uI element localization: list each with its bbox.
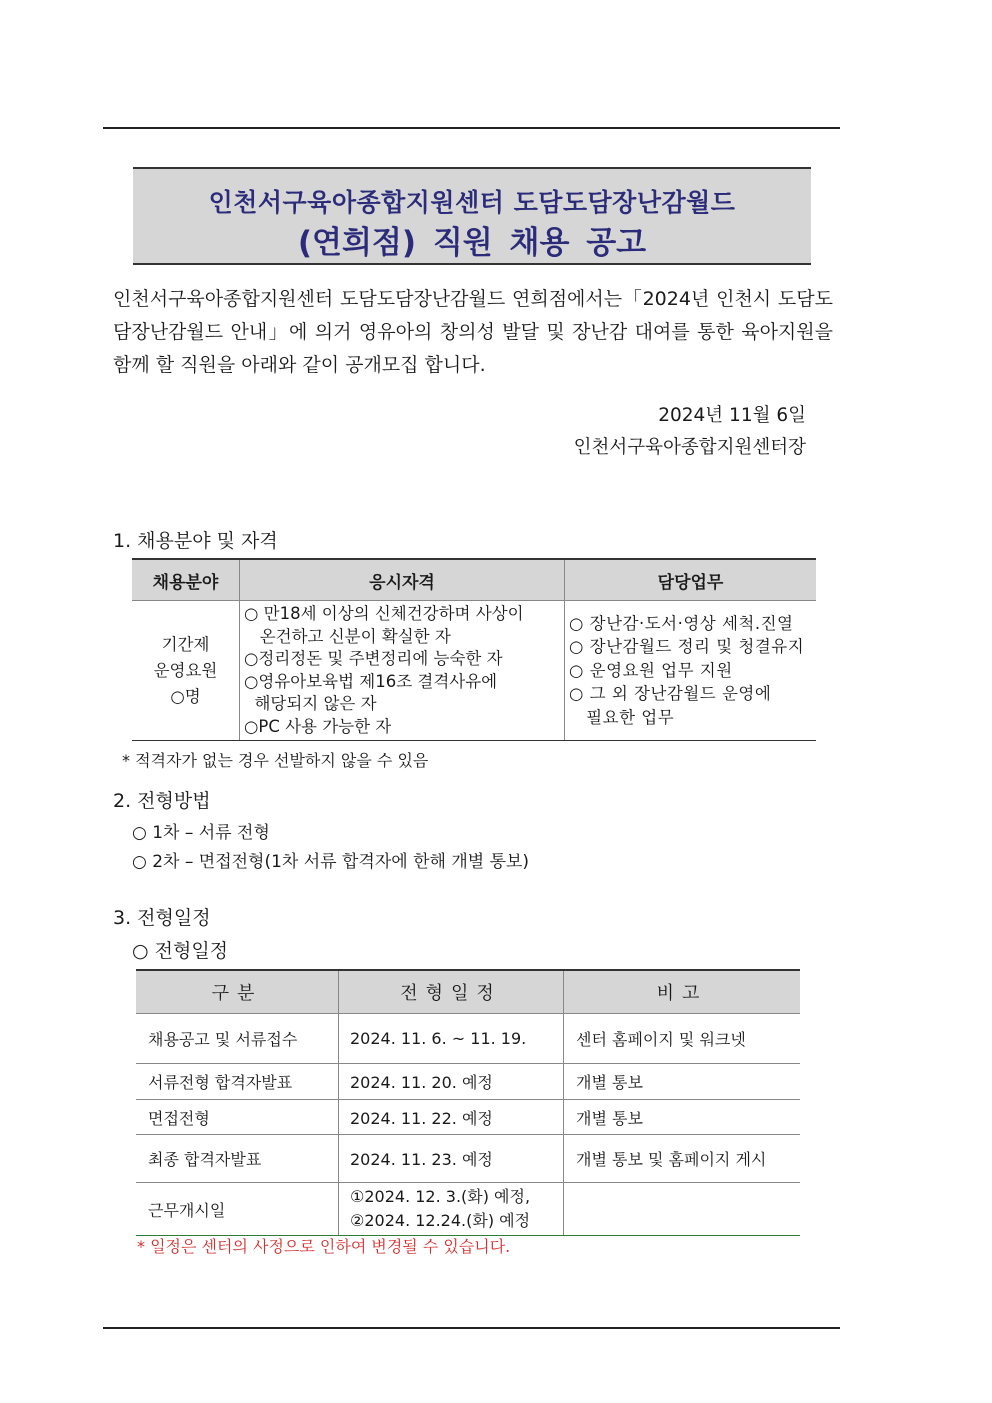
qualification-cell bbox=[240, 601, 565, 741]
field-cell bbox=[132, 601, 240, 741]
schedule-note-footnote: * 일정은 센터의 사정으로 인하여 변경될 수 있습니다. bbox=[137, 1237, 511, 1256]
title-line-2: (연희점) 직원 채용 공고 bbox=[297, 225, 647, 261]
signatory: 인천서구육아종합지원센터장 bbox=[573, 437, 806, 458]
title-box bbox=[133, 167, 811, 265]
schedule-note: 개별 통보 bbox=[564, 1100, 801, 1135]
schedule-name: 면접전형 bbox=[136, 1100, 339, 1135]
table-header-row bbox=[132, 559, 816, 601]
duty-line: ○ 장난감월드 정리 및 청결유지 bbox=[569, 637, 805, 657]
header-remarks: 비고 bbox=[564, 970, 801, 1014]
field-line: 운영요원 bbox=[153, 660, 218, 680]
header-qualification: 응시자격 bbox=[240, 559, 565, 601]
qualification-line: 온건하고 신분이 확실한 자 bbox=[244, 626, 451, 646]
qualification-line: ○영유아보육법 제16조 결격사유에 bbox=[244, 671, 498, 691]
section-1-note: * 적격자가 없는 경우 선발하지 않을 수 있음 bbox=[122, 751, 429, 770]
schedule-date: 2024. 11. 22. 예정 bbox=[339, 1100, 564, 1135]
qualification-line: 해당되지 않은 자 bbox=[244, 694, 377, 713]
section-2-heading: 2. 전형방법 bbox=[113, 790, 211, 812]
schedule-name: 근무개시일 bbox=[136, 1183, 339, 1236]
title-line-1: 인천서구육아종합지원센터 도담도담장난감월드 bbox=[208, 188, 736, 217]
schedule-note: 센터 홈페이지 및 워크넷 bbox=[564, 1014, 801, 1064]
header-duties: 담당업무 bbox=[565, 559, 817, 601]
duties-cell bbox=[565, 601, 817, 741]
duty-line: ○ 그 외 장난감월드 운영에 bbox=[569, 684, 772, 704]
schedule-note: 개별 통보 bbox=[564, 1064, 801, 1100]
header-schedule: 전형일정 bbox=[339, 970, 564, 1014]
schedule-date-line: ①2024. 12. 3.(화) 예정, bbox=[350, 1187, 531, 1206]
top-rule bbox=[103, 127, 840, 129]
field-line: 기간제 bbox=[161, 634, 210, 654]
duty-line: ○ 장난감·도서·영상 세척.진열 bbox=[569, 613, 794, 633]
table-row bbox=[136, 1100, 800, 1135]
qualification-line: ○ 만18세 이상의 신체건강하며 사상이 bbox=[244, 604, 524, 623]
schedule-date bbox=[339, 1183, 564, 1236]
schedule-date: 2024. 11. 23. 예정 bbox=[339, 1135, 564, 1183]
recruitment-table bbox=[132, 558, 816, 741]
section-3-heading: 3. 전형일정 bbox=[113, 907, 211, 929]
header-field: 채용분야 bbox=[132, 559, 240, 601]
schedule-note bbox=[564, 1183, 801, 1236]
schedule-date: 2024. 11. 6. ~ 11. 19. bbox=[339, 1014, 564, 1064]
schedule-date-line: ②2024. 12.24.(화) 예정 bbox=[350, 1211, 531, 1230]
table-row bbox=[136, 1183, 800, 1236]
qualification-line: ○PC 사용 가능한 자 bbox=[244, 716, 392, 736]
header-category: 구분 bbox=[136, 970, 339, 1014]
table-header-row bbox=[136, 970, 800, 1014]
schedule-date: 2024. 11. 20. 예정 bbox=[339, 1064, 564, 1100]
duty-line: ○ 운영요원 업무 지원 bbox=[569, 660, 733, 680]
method-item: ○ 2차 – 면접전형(1차 서류 합격자에 한해 개별 통보) bbox=[132, 852, 530, 872]
duty-line: 필요한 업무 bbox=[569, 707, 675, 727]
schedule-note: 개별 통보 및 홈페이지 게시 bbox=[564, 1135, 801, 1183]
schedule-name: 채용공고 및 서류접수 bbox=[136, 1014, 339, 1064]
intro-paragraph: 인천서구육아종합지원센터 도담도담장난감월드 연희점에서는「2024년 인천시 도담도담장난감월드 안내」에 의거 영유아의 창의성 발달 및 장난감 대여를 통한 육아지원을 함께 할 직원을 아래와 같이 공개모집 합니다. bbox=[113, 288, 833, 376]
table-row bbox=[132, 601, 816, 741]
schedule-name: 최종 합격자발표 bbox=[136, 1135, 339, 1183]
schedule-table bbox=[136, 969, 800, 1236]
table-row bbox=[136, 1014, 800, 1064]
qualification-line: ○정리정돈 및 주변정리에 능숙한 자 bbox=[244, 649, 503, 668]
table-row bbox=[136, 1064, 800, 1100]
announcement-date: 2024년 11월 6일 bbox=[658, 405, 806, 426]
schedule-name: 서류전형 합격자발표 bbox=[136, 1064, 339, 1100]
section-1-heading: 1. 채용분야 및 자격 bbox=[113, 530, 278, 552]
method-item: ○ 1차 – 서류 전형 bbox=[132, 823, 270, 843]
bottom-rule bbox=[103, 1327, 840, 1329]
table-row bbox=[136, 1135, 800, 1183]
section-3-subheading: ○ 전형일정 bbox=[132, 940, 229, 962]
field-line: ○명 bbox=[170, 686, 201, 706]
